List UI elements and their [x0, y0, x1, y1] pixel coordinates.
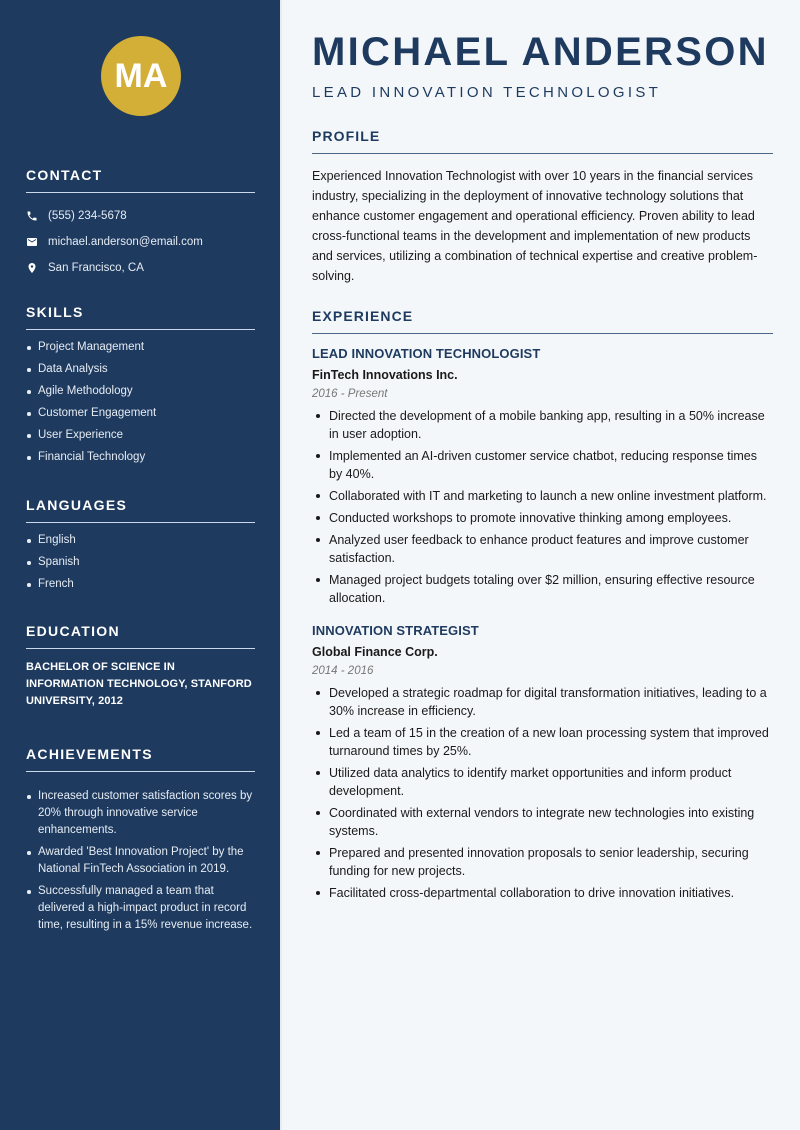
job-bullet: Prepared and presented innovation proposals to senior leadership, securing funding for new projects.: [312, 844, 773, 880]
contact-phone-text: (555) 234-5678: [48, 210, 127, 222]
job-title: LEAD INNOVATION TECHNOLOGIST: [312, 346, 541, 361]
job-bullet: Facilitated cross-departmental collaboration to drive innovation initiatives.: [312, 884, 773, 902]
phone-icon: [26, 210, 48, 222]
job-entry: [312, 623, 773, 902]
candidate-name: MICHAEL ANDERSON: [312, 30, 769, 74]
job-title: INNOVATION STRATEGIST: [312, 623, 479, 638]
skill-item: Project Management: [26, 339, 255, 356]
job-company: Global Finance Corp.: [312, 645, 438, 659]
skills-heading: SKILLS: [26, 304, 255, 330]
profile-summary: Experienced Innovation Technologist with over 10 years in the financial services industry, specializing in the deployment of innovative technology solutions that enhance customer engagement and operational efficiency. Proven ability to lead cross-functional teams in the development and implementation of new products and services, utilizing a combination of technical expertise and creative problem-solving.: [312, 169, 758, 283]
job-bullet: Utilized data analytics to identify market opportunities and inform product development.: [312, 764, 773, 800]
contact-location-text: San Francisco, CA: [48, 262, 144, 274]
job-bullet: Analyzed user feedback to enhance product features and improve customer satisfaction.: [312, 531, 773, 567]
profile-heading: PROFILE: [312, 128, 773, 154]
achievement-item: Successfully managed a team that delivered a high-impact product in record time, resulting in a 15% revenue increase.: [26, 883, 255, 934]
contact-location: [26, 255, 255, 281]
skill-item: Customer Engagement: [26, 405, 255, 422]
experience-heading: EXPERIENCE: [312, 308, 773, 334]
skills-list: [26, 339, 255, 466]
job-bullets: [312, 684, 773, 902]
contact-phone[interactable]: [26, 203, 255, 229]
avatar: [101, 36, 181, 116]
achievements-heading: ACHIEVEMENTS: [26, 746, 255, 772]
languages-section: [26, 497, 255, 598]
education-heading: EDUCATION: [26, 623, 255, 649]
job-bullet: Managed project budgets totaling over $2 million, ensuring effective resource allocation.: [312, 571, 773, 607]
job-bullet: Collaborated with IT and marketing to launch a new online investment platform.: [312, 487, 773, 505]
skill-item: Data Analysis: [26, 361, 255, 378]
contact-email[interactable]: [26, 229, 255, 255]
job-company: FinTech Innovations Inc.: [312, 368, 458, 382]
job-bullet: Directed the development of a mobile banking app, resulting in a 50% increase in user adoption.: [312, 407, 773, 443]
achievements-list: [26, 788, 255, 934]
languages-heading: LANGUAGES: [26, 497, 255, 523]
job-entry: [312, 346, 773, 607]
experience-section: [312, 308, 773, 906]
skills-section: [26, 304, 255, 471]
contact-list: [26, 203, 255, 281]
job-bullets: [312, 407, 773, 607]
education-section: [26, 623, 255, 710]
skill-item: User Experience: [26, 427, 255, 444]
achievements-section: [26, 746, 255, 939]
location-pin-icon: [26, 262, 48, 274]
main-content: [280, 0, 800, 1130]
language-item: Spanish: [26, 554, 255, 571]
contact-email-text: michael.anderson@email.com: [48, 236, 203, 248]
profile-section: [312, 128, 773, 286]
candidate-role: LEAD INNOVATION TECHNOLOGIST: [312, 84, 662, 101]
achievement-item: Awarded 'Best Innovation Project' by the National FinTech Association in 2019.: [26, 844, 255, 878]
avatar-initials: MA: [114, 56, 168, 95]
language-item: French: [26, 576, 255, 593]
job-bullet: Coordinated with external vendors to integrate new technologies into existing systems.: [312, 804, 773, 840]
job-dates: 2014 - 2016: [312, 665, 374, 677]
job-bullet: Led a team of 15 in the creation of a new loan processing system that improved turnaround times by 25%.: [312, 724, 773, 760]
language-item: English: [26, 532, 255, 549]
contact-heading: CONTACT: [26, 167, 255, 193]
job-dates: 2016 - Present: [312, 388, 388, 400]
education-degree: BACHELOR OF SCIENCE IN INFORMATION TECHNOLOGY, STANFORD UNIVERSITY, 2012: [26, 661, 252, 707]
job-bullet: Conducted workshops to promote innovative thinking among employees.: [312, 509, 773, 527]
languages-list: [26, 532, 255, 593]
job-bullet: Developed a strategic roadmap for digital transformation initiatives, leading to a 30% increase in efficiency.: [312, 684, 773, 720]
sidebar: [0, 0, 280, 1130]
skill-item: Agile Methodology: [26, 383, 255, 400]
job-bullet: Implemented an AI-driven customer service chatbot, reducing response times by 40%.: [312, 447, 773, 483]
contact-section: [26, 167, 255, 281]
achievement-item: Increased customer satisfaction scores by 20% through innovative service enhancements.: [26, 788, 255, 839]
email-icon: [26, 236, 48, 248]
skill-item: Financial Technology: [26, 449, 255, 466]
